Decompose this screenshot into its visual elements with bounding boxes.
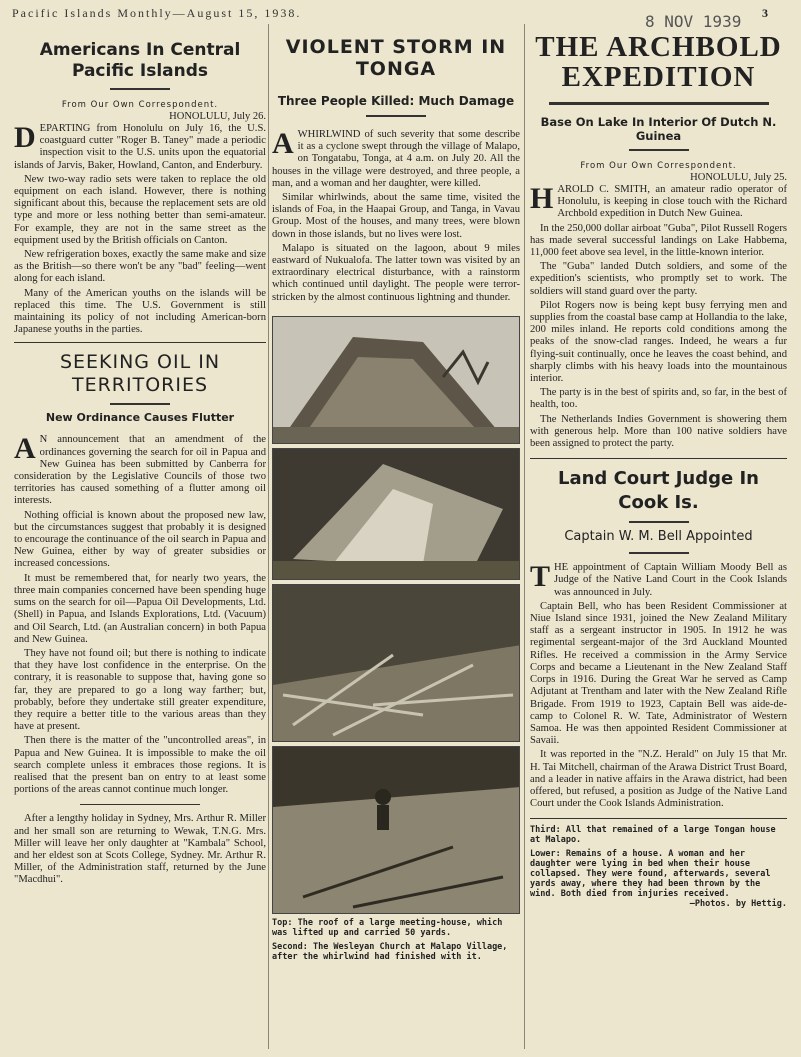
photo-caption-lower: Lower: Remains of a house. A woman and her daughter were lying in bed when their house collapsed. They were found, afterwards, several yards away, where they had been thrown by the wind. Both died from injuries received. — [530, 849, 771, 900]
drop-cap: A — [14, 432, 36, 466]
photo-tongan-house-remains — [272, 584, 520, 742]
column-middle — [272, 24, 520, 962]
photo-house-remains — [272, 746, 520, 914]
paragraph: Then there is the matter of the "uncontrolled areas", in Papua and New Guinea. It is impossible to make the oil search complete unless it embraces those regions. It is realised that the present ban on entry to at least some portions of the areas cannot continue much longer. — [14, 735, 266, 796]
rule — [629, 521, 689, 523]
photo-caption-second: Second: The Wesleyan Church at Malapo Village, after the whirlwind had finished with it. — [272, 941, 508, 962]
photo-caption-top: Top: The roof of a large meeting-house, which was lifted up and carried 50 yards. — [272, 917, 503, 938]
photo-meeting-house-roof — [272, 316, 520, 444]
paragraph: It must be remembered that, for nearly two years, the three main companies concerned have been spending huge sums on the search for oil—Papua Oil Developments, Ltd. (Shell) in Papua, and Islands Explorations, Ltd. (Vacuum) and Oil Search, Ltd. (an Australian concern) in both Papua and New Guinea. — [14, 572, 266, 645]
photo-caption-third: Third: All that remained of a large Tongan house at Malapo. — [530, 825, 776, 846]
column-divider-2 — [524, 24, 525, 1049]
dateline: HONOLULU, July 26. — [169, 111, 266, 122]
rule — [629, 149, 689, 151]
paragraph: Captain Bell, who has been Resident Commissioner at Niue Island since 1931, joined the New Zealand Military staff as a sergeant instructor in 1905. In 1912 he was regimental sergeant-major of the 3rd Auckland Mounted Rifles. He received a commission in the Army Service Corps and became a Lieutenant in the New Zealand Staff Corps in 1916. During the Great War he served as Camp Adjutant at Trentham and later with the New Zealand Rifle Brigade. From 1919 to 1923, Captain Bell was aide-de-camp to Colonel R. W. Tate, Administrator of Western Samoa. He was then appointed Resident Commissioner at Savaii. — [530, 600, 787, 747]
paragraph: HAROLD C. SMITH, an amateur radio operator of Honolulu, is keeping in close touch with the Richard Archbold expedition in Dutch New Guinea. — [530, 182, 787, 220]
column-divider-1 — [268, 24, 269, 1049]
masthead: Pacific Islands Monthly—August 15, 1938. — [12, 6, 302, 20]
byline: From Our Own Correspondent. — [61, 100, 219, 110]
article-title-archbold: THE ARCHBOLD EXPEDITION — [535, 31, 782, 93]
article-subtitle-court: Captain W. M. Bell Appointed — [564, 529, 753, 545]
paragraph: DEPARTING from Honolulu on July 16, the U.S. coastguard cutter "Roger B. Taney" made a periodic inspection visit to the U.S. units upon the equatorial islands of Jarvis, Baker, Howland, Canton, and Enderbury. — [14, 121, 266, 171]
dateline: HONOLULU, July 25. — [690, 172, 787, 183]
paragraph: Many of the American youths on the islands will be replaced this time. The U.S. Government is still maintaining its policy of not including American-born Japanese youths in the parties. — [14, 287, 266, 336]
paragraph: New two-way radio sets were taken to replace the old equipment on each island. However, there is nothing significant about this, because the replacement sets are old type and more or less nothing better than semi-amateur. For example, they are not in the same street as the equipment used by the British officials on Canton. — [14, 173, 266, 246]
rule — [14, 342, 266, 343]
drop-cap: A — [272, 127, 294, 160]
paragraph: A N announcement that an amendment of the ordinances governing the search for oil in Papua and New Guinea has been submitted by Canberra for consideration by the Legislative Councils of those two territories has caused something of a flutter among oil interests. — [14, 432, 266, 507]
paragraph: Nothing official is known about the proposed new law, but the circumstances suggest that probably it is designed to encourage the continuance of the oil search in Papua and New Guinea, either by way of greater subsidies or increased concessions. — [14, 509, 266, 570]
column-right — [530, 24, 787, 909]
rule — [80, 804, 200, 805]
paragraph: The party is in the best of spirits and, so far, in the best of health, too. — [530, 387, 787, 411]
article-title-court: Land Court Judge In Cook Is. — [558, 468, 759, 514]
paragraph: New refrigeration boxes, exactly the same make and size as the British—so there won't be any "bad" feeling—went along for each island. — [14, 249, 266, 285]
article-title-americans: Americans In Central Pacific Islands — [39, 40, 241, 81]
paragraph: In the 250,000 dollar airboat "Guba", Pilot Russell Rogers has made several successful landings on Lake Habbema, 11,000 feet above sea level, in the little-known interior. — [530, 222, 787, 259]
date-stamp: 8 NOV 1939 — [645, 12, 742, 31]
paragraph: AWHIRLWIND of such severity that some describe it as a cyclone swept through the village of Malapo, on Tongatabu, Tonga, at 4 a.m. on July 20. All the houses in the village were destroyed, and three people, a man, and a woman and her daughter, were killed. — [272, 127, 520, 189]
page-number: 3 — [762, 6, 768, 20]
article-subtitle-storm: Three People Killed: Much Damage — [277, 94, 515, 108]
paragraph: Malapo is situated on the lagoon, about 9 miles eastward of Nukualofa. The latter town was visited by an extraordinary electrical disturbance, with a rainstorm which continued until daylight. The people were terror-stricken by the almost continuous lightning and thunder. — [272, 242, 520, 303]
photo-wesleyan-church — [272, 448, 520, 580]
paragraph: Pilot Rogers now is being kept busy ferrying men and supplies from the coastal base camp at Hollandia to the lake, 200 miles inland. He reports cold conditions among the peaks of the snow-clad ranges. Indeed, he wears a fur flying-suit continually, once he leaves the coast behind, and sharply climbs with his heavy loads into the mountainous interior. — [530, 299, 787, 385]
drop-cap: T — [530, 560, 551, 594]
paragraph: They have not found oil; but there is nothing to indicate that they have lost confidence in the enterprise. On the contrary, it is reasonable to suppose that, having gone so far, they are prepared to go a long way farther; but, probably, before they undertake still greater expenditure, they require a better title to the various areas than they have at present. — [14, 647, 266, 733]
article-title-oil: SEEKING OIL IN TERRITORIES — [59, 351, 221, 397]
drop-cap: H — [530, 182, 554, 215]
paragraph: THE appointment of Captain William Moody Bell as Judge of the Native Land Court in the Cook Islands was announced in July. — [530, 560, 787, 598]
article-subtitle-archbold: Base On Lake In Interior Of Dutch N. Guinea — [540, 115, 777, 143]
paragraph: After a lengthy holiday in Sydney, Mrs. Arthur R. Miller and her small son are returning to Wewak, T.N.G. Mrs. Miller will leave her only daughter at "Kambala" School, and her eldest son at Scots College, Sydney. Mr. Arthur R. Miller, of the Administration staff, returned by the June "Macdhui". — [14, 813, 266, 886]
drop-cap: D — [14, 121, 36, 154]
rule — [549, 102, 769, 105]
rule — [629, 552, 689, 554]
byline: From Our Own Correspondent. — [580, 161, 737, 171]
photo-credit: —Photos. by Hettig. — [689, 899, 787, 910]
paragraph: The Netherlands Indies Government is showering them with generous help. More than 100 native soldiers have been assigned to protect the party. — [530, 413, 787, 450]
article-title-storm: VIOLENT STORM IN TONGA — [285, 36, 507, 80]
rule — [366, 115, 426, 117]
rule — [530, 458, 787, 459]
rule — [530, 818, 787, 819]
rule — [110, 403, 170, 405]
column-left — [14, 24, 266, 889]
paragraph: Similar whirlwinds, about the same time, visited the islands of Foa, in the Haapai Group, and Tanga, in Vavau Group. Most of the houses, and many trees, were blown down in those islands, but no lives were lost. — [272, 192, 520, 240]
paragraph: It was reported in the "N.Z. Herald" on July 15 that Mr. H. Tai Mitchell, chairman of the Arawa District Trust Board, and a leader in native affairs in the Arawa district, had been offered, but refused, a position as Judge of the Native Land Court under the Cook Islands Administration. — [530, 749, 787, 810]
rule — [110, 88, 170, 90]
article-subtitle-oil: New Ordinance Causes Flutter — [45, 411, 235, 425]
paragraph: The "Guba" landed Dutch soldiers, and some of the expedition's scientists, who promptly set to work. The soldiers will stand guard over the party. — [530, 261, 787, 297]
